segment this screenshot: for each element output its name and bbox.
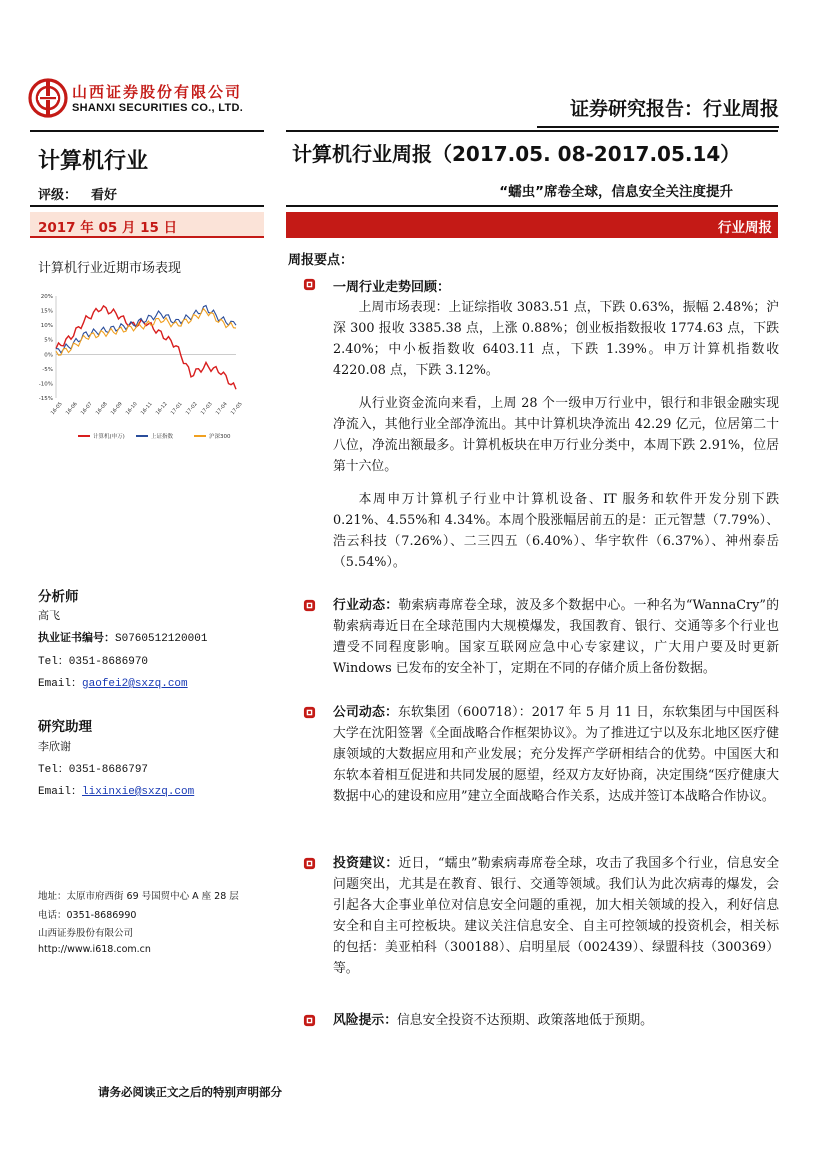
x-tick-label: 16-05 [49,401,64,417]
x-tick-label: 16-08 [94,401,109,417]
bullet-icon [303,706,316,719]
company-website[interactable]: http://www.i618.com.cn [38,944,151,955]
section-title-industry: 行业动态： [333,598,399,613]
y-tick-label: -10% [38,381,53,388]
legend-label: 上证指数 [151,434,174,440]
analyst-name: 高飞 [38,609,60,622]
company-name-en: SHANXI SECURITIES CO., LTD. [72,102,244,114]
divider [30,130,264,132]
bullet-icon [303,278,316,291]
y-tick-label: 20% [40,294,53,300]
analyst-tel: Tel：0351-8686970 [38,656,149,668]
bullet-icon [303,599,316,612]
cert-value: S0760512120001 [115,633,208,645]
y-tick-label: 0% [44,352,53,359]
investment-advice [333,853,779,979]
section-title-risk: 风险提示： [333,1013,397,1028]
assistant-tel: Tel：0351-8686797 [38,764,149,776]
x-tick-label: 16-06 [64,401,79,417]
cert-label: 执业证书编号： [38,631,115,644]
series-line-0 [56,306,236,389]
section-title-advice: 投资建议： [333,856,399,871]
disclaimer-note: 请务必阅读正文之后的特别声明部分 [98,1085,282,1099]
page-title: 计算机行业周报（2017.05. 08-2017.05.14） [292,142,741,166]
x-tick-label: 17-03 [199,401,214,417]
x-tick-label: 17-02 [184,401,199,417]
y-tick-label: 15% [40,308,53,315]
assistant-email [38,782,194,798]
industry-title: 计算机行业 [38,149,149,174]
rating-label: 评级： [38,188,78,203]
company-phone: 电话：0351-8686990 [38,910,137,921]
assistant-heading: 研究助理 [38,719,92,735]
bullet-icon [303,1014,316,1027]
review-paragraph: 从行业资金流向来看，上周 28 个一级申万行业中，银行和非银金融实现净流入，其他行业全部净流出。其中计算机块净流出 42.29 亿元，位居第二十八位，净流出额最多。计算机板块在申万行业分类中，本周下跌 2.91%，位居第十六位。 [333,396,779,474]
x-tick-label: 16-10 [124,401,139,417]
x-tick-label: 16-09 [109,401,124,417]
header-divider [537,126,779,128]
report-subtitle: “蠕虫”席卷全球，信息安全关注度提升 [499,184,733,200]
x-tick-label: 16-07 [79,401,94,417]
legend-label: 计算机(申万) [93,434,125,440]
email-label: Email： [38,678,83,690]
divider [286,205,778,207]
company-name: 山西证券股份有限公司 [38,928,134,939]
x-tick-label: 16-12 [154,401,169,417]
company-news [333,702,779,807]
bullet-icon [303,857,316,870]
risk-warning [333,1010,779,1031]
y-tick-label: -5% [42,366,53,373]
section-title-review: 一周行业走势回顾： [333,280,451,295]
section-bar-label: 行业周报 [718,220,772,236]
rating [38,184,117,203]
analyst-heading: 分析师 [38,589,79,605]
company-address: 地址：太原市府西街 69 号国贸中心 A 座 28 层 [38,891,239,902]
section-title-company: 公司动态： [333,705,399,720]
legend-label: 沪深300 [209,434,231,440]
series-line-1 [56,306,236,353]
summary-heading: 周报要点： [288,253,354,268]
x-tick-label: 17-01 [169,401,184,417]
company-logo-icon [28,78,68,118]
industry-news [333,595,779,679]
divider [30,205,264,207]
report-type: 证券研究报告：行业周报 [569,98,779,120]
rating-value: 看好 [91,188,118,203]
x-tick-label: 16-11 [139,401,154,417]
analyst-email [38,674,188,690]
y-tick-label: -15% [38,396,53,402]
x-tick-label: 17-05 [229,401,244,417]
x-tick-label: 17-04 [214,401,229,417]
report-date: 2017 年 05 月 15 日 [38,220,178,236]
review-paragraph: 上周市场表现：上证综指收 3083.51 点，下跌 0.63%，振幅 2.48%；沪深 300 报收 3385.38 点，上涨 0.88%；创业板指数报收 1774.63 点，下跌 2.40%；中小板指数收 6403.11 点，下跌 1.39%。申万计算机指数收 4220.08 点，下跌 3.12%。 [333,300,779,378]
review-paragraph: 本周申万计算机子行业中计算机设备、IT 服务和软件开发分别下跌 0.21%、4.55%和 4.34%。本周个股涨幅居前五的是：正元智慧（7.79%）、浩云科技（7.26%）、二三四五（6.40%）、华宇软件（6.37%）、神州泰岳（5.54%）。 [333,492,779,570]
series-line-2 [56,309,236,356]
market-chart [30,286,264,446]
assistant-email-link[interactable]: lixinxie@sxzq.com [82,786,195,798]
divider [286,130,778,132]
section-bar [286,212,778,238]
assistant-name: 李欣谢 [38,740,71,753]
cert-number [38,629,207,645]
chart-title: 计算机行业近期市场表现 [38,261,182,276]
company-news-body: 东软集团（600718）：2017 年 5 月 11 日，东软集团与中国医科大学在沈阳签署《全面战略合作框架协议》。为了推进辽宁以及东北地区医疗健康领域的大数据应用和产业发展；充分发挥产学研相结合的优势。中国医大和东软本着相互促进和共同发展的愿望，经双方友好协商，决定围绕“医疗健康大数据中心的建设和应用”建立全面战略合作关系，达成并签订本战略合作协议。 [333,705,779,804]
email-label: Email： [38,786,83,798]
investment-advice-body: 近日，“蠕虫”勒索病毒席卷全球，攻击了我国多个行业，信息安全问题突出，尤其是在教育、银行、交通等领域。我们认为此次病毒的爆发，会引起各大企事业单位对信息安全问题的重视，加大相关领域的投入，利好信息安全和自主可控板块。建议关注信息安全、自主可控领域的投资机会，相关标的包括：美亚柏科（300188）、启明星辰（002439）、绿盟科技（300369）等。 [333,856,779,976]
y-tick-label: 10% [40,323,53,330]
risk-warning-body: 信息安全投资不达预期、政策落地低于预期。 [396,1013,653,1028]
company-name-cn: 山西证券股份有限公司 [72,83,243,101]
y-tick-label: 5% [44,337,53,344]
industry-news-body: 勒索病毒席卷全球，波及多个数据中心。一种名为“WannaCry”的勒索病毒近日在全球范围内大规模爆发，我国教育、银行、交通等多个行业也遭受不同程度影响。国家互联网应急中心专家建议，广大用户要及时更新 Windows 已发布的安全补丁，定期在不同的存储介质上备份数据。 [333,598,779,676]
analyst-email-link[interactable]: gaofei2@sxzq.com [82,678,188,690]
